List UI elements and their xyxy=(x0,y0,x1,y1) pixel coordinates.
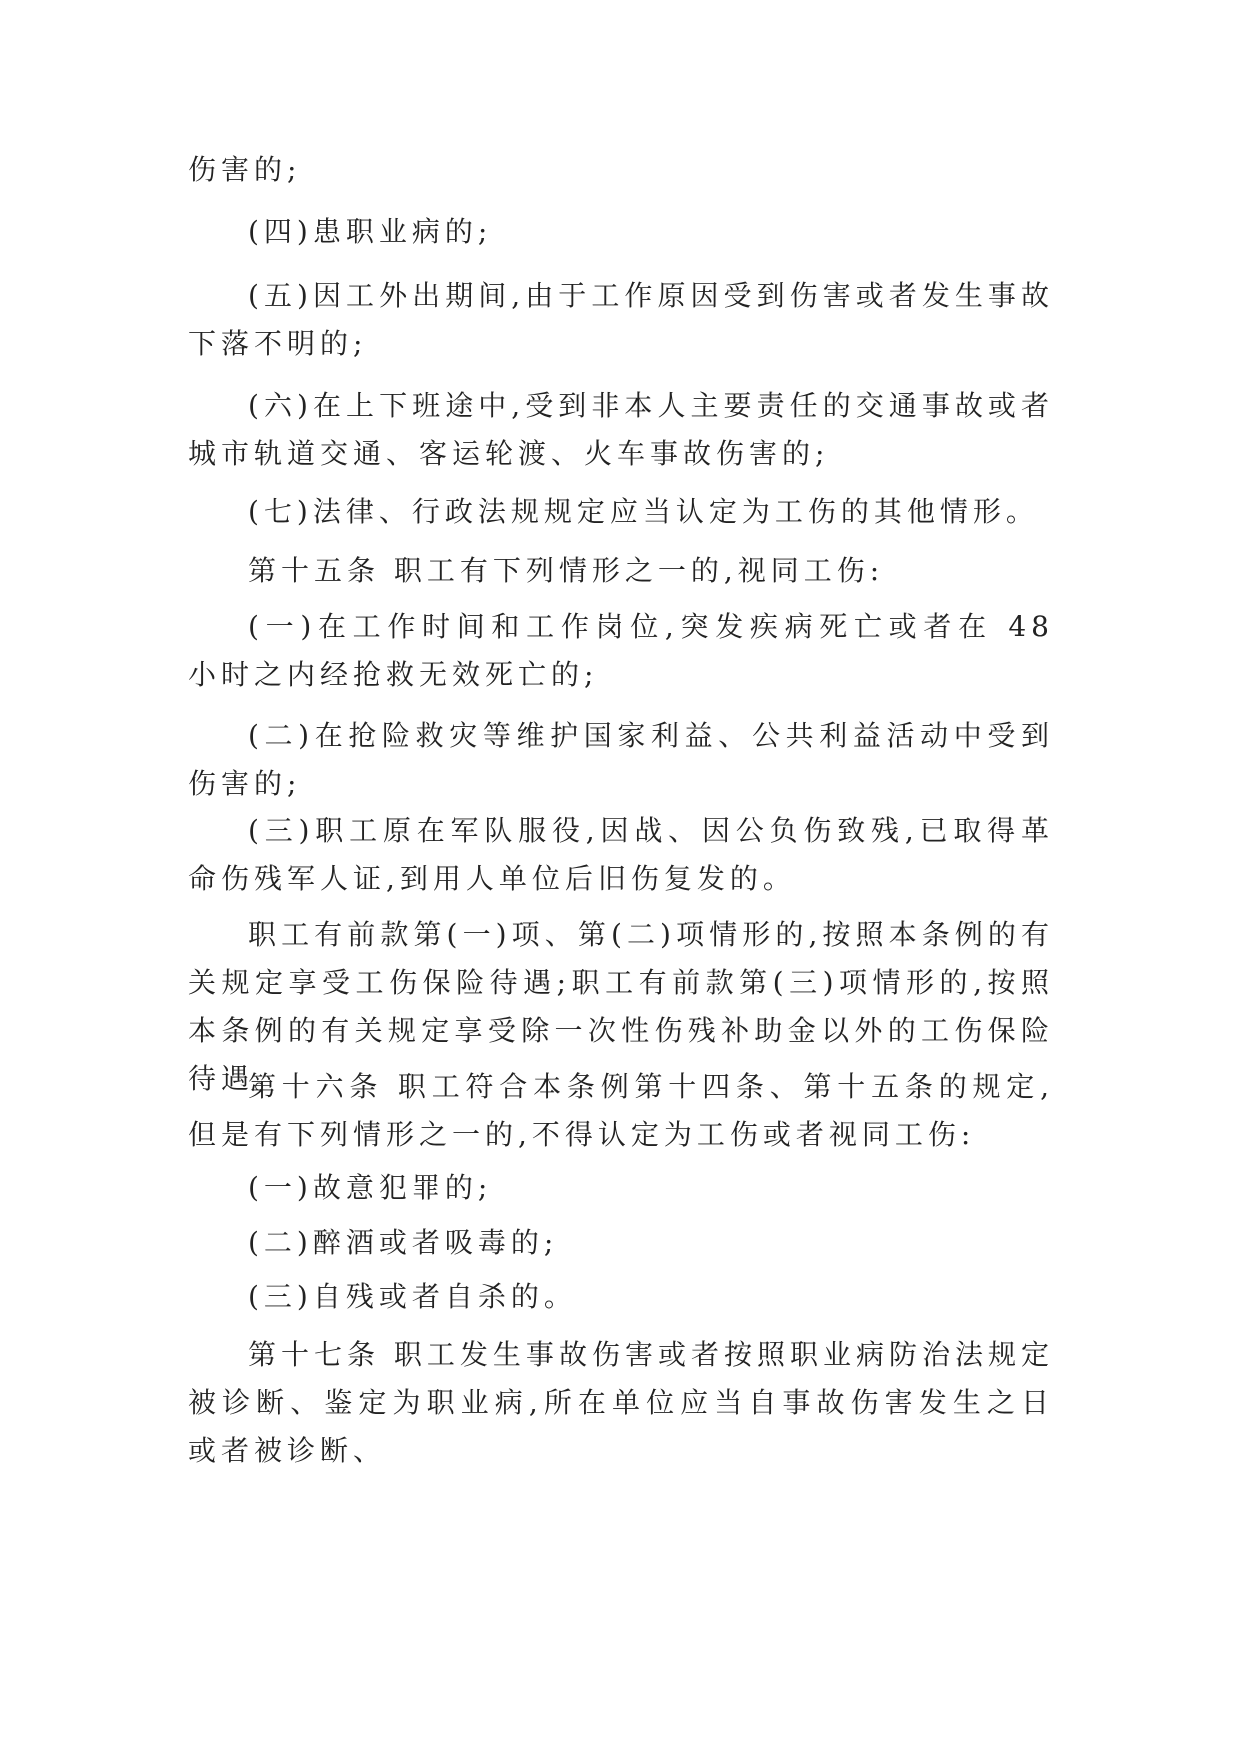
article-16-heading: 第十六条 职工符合本条例第十四条、第十五条的规定,但是有下列情形之一的,不得认定为工伤或者视同工伤: xyxy=(188,1070,1054,1151)
paragraph-art15-provision: 职工有前款第(一)项、第(二)项情形的,按照本条例的有关规定享受工伤保险待遇;职工有前款第(三)项情形的,按照本条例的有关规定享受除一次性伤残补助金以外的工伤保险待遇。 xyxy=(188,918,1054,1095)
article-15-heading: 第十五条 职工有下列情形之一的,视同工伤: xyxy=(248,554,885,587)
paragraph-art15-item-1: (一)在工作时间和工作岗位,突发疾病死亡或者在 48 小时之内经抢救无效死亡的; xyxy=(188,610,1054,691)
paragraph-continuation: 伤害的; xyxy=(188,153,302,186)
paragraph-art16-item-2: (二)醉酒或者吸毒的; xyxy=(248,1226,559,1259)
paragraph-art15-item-3: (三)职工原在军队服役,因战、因公负伤致残,已取得革命伤残军人证,到用人单位后旧伤复发的。 xyxy=(188,814,1054,895)
paragraph-art16-item-1: (一)故意犯罪的; xyxy=(248,1171,493,1204)
article-17-heading: 第十七条 职工发生事故伤害或者按照职业病防治法规定被诊断、鉴定为职业病,所在单位应当自事故伤害发生之日或者被诊断、 xyxy=(188,1338,1054,1467)
paragraph-item-5: (五)因工外出期间,由于工作原因受到伤害或者发生事故下落不明的; xyxy=(188,279,1054,360)
paragraph-art16-item-3: (三)自残或者自杀的。 xyxy=(248,1280,577,1313)
paragraph-item-7: (七)法律、行政法规规定应当认定为工伤的其他情形。 xyxy=(248,495,1039,528)
paragraph-item-4: (四)患职业病的; xyxy=(248,215,493,248)
paragraph-art15-item-2: (二)在抢险救灾等维护国家利益、公共利益活动中受到伤害的; xyxy=(188,719,1054,800)
paragraph-item-6: (六)在上下班途中,受到非本人主要责任的交通事故或者城市轨道交通、客运轮渡、火车事故伤害的; xyxy=(188,389,1054,470)
